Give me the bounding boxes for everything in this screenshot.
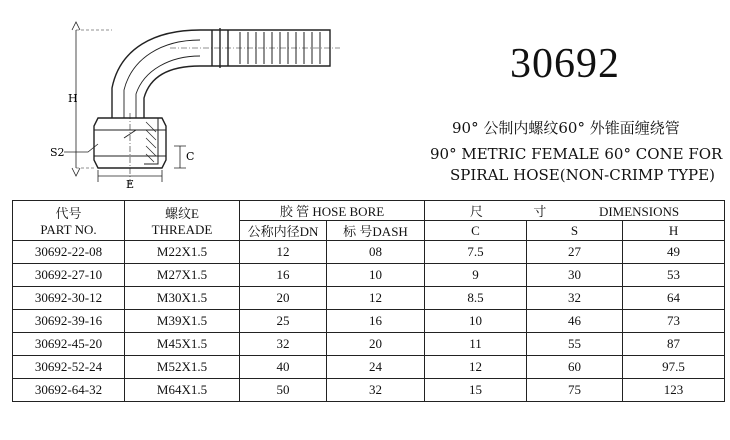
- cell-dn: 20: [240, 287, 327, 310]
- cell-h: 64: [623, 287, 725, 310]
- cell-part-no: 30692-64-32: [13, 379, 125, 402]
- cell-s: 27: [527, 241, 623, 264]
- cell-part-no: 30692-52-24: [13, 356, 125, 379]
- fitting-drawing: [40, 18, 370, 198]
- cell-dash: 08: [327, 241, 425, 264]
- cell-s: 30: [527, 264, 623, 287]
- dim-label-c: C: [186, 150, 195, 163]
- cell-h: 87: [623, 333, 725, 356]
- header-dimensions-cn2: 寸: [533, 204, 547, 219]
- cell-dash: 12: [327, 287, 425, 310]
- table-row: [13, 356, 725, 379]
- cell-thread: M45X1.5: [125, 333, 240, 356]
- cell-thread: M30X1.5: [125, 287, 240, 310]
- table-row: [13, 241, 725, 264]
- cell-c: 10: [425, 310, 527, 333]
- part-number-title: 30692: [510, 41, 620, 87]
- cell-part-no: 30692-22-08: [13, 241, 125, 264]
- cell-dash: 16: [327, 310, 425, 333]
- cell-h: 97.5: [623, 356, 725, 379]
- cell-c: 7.5: [425, 241, 527, 264]
- cell-h: 49: [623, 241, 725, 264]
- header-thread: [125, 201, 240, 241]
- cell-dash: 20: [327, 333, 425, 356]
- header-dimensions: [425, 201, 725, 221]
- dimensions-table-wrapper: [12, 200, 724, 402]
- cell-dash: 32: [327, 379, 425, 402]
- cell-s: 75: [527, 379, 623, 402]
- header-part-no-cn: 代号: [55, 206, 82, 221]
- header-dn: 公称内径DN: [240, 221, 327, 241]
- header-thread-cn: 螺纹E: [165, 206, 199, 221]
- description-english-line1: 90° METRIC FEMALE 60° CONE FOR: [430, 145, 723, 163]
- table-row: [13, 264, 725, 287]
- cell-dash: 24: [327, 356, 425, 379]
- dim-label-e: E: [126, 178, 135, 191]
- header-dimensions-cn1: 尺: [469, 204, 483, 219]
- cell-part-no: 30692-30-12: [13, 287, 125, 310]
- header-thread-en: THREADE: [151, 222, 213, 237]
- cell-s: 55: [527, 333, 623, 356]
- dim-label-s2: S2: [50, 146, 65, 159]
- header-part-no-en: PART NO.: [40, 222, 97, 237]
- cell-thread: M22X1.5: [125, 241, 240, 264]
- cell-thread: M39X1.5: [125, 310, 240, 333]
- cell-dn: 50: [240, 379, 327, 402]
- cell-part-no: 30692-45-20: [13, 333, 125, 356]
- description-english-line2: SPIRAL HOSE(NON-CRIMP TYPE): [450, 166, 715, 184]
- header-h: H: [623, 221, 725, 241]
- table-row: [13, 310, 725, 333]
- table-row: [13, 379, 725, 402]
- cell-dash: 10: [327, 264, 425, 287]
- cell-c: 15: [425, 379, 527, 402]
- cell-thread: M52X1.5: [125, 356, 240, 379]
- header-c: C: [425, 221, 527, 241]
- cell-thread: M64X1.5: [125, 379, 240, 402]
- cell-s: 32: [527, 287, 623, 310]
- header-hose-bore: 胶 管 HOSE BORE: [240, 201, 425, 221]
- header-dimensions-en: DIMENSIONS: [598, 204, 680, 219]
- table-row: [13, 333, 725, 356]
- cell-c: 9: [425, 264, 527, 287]
- cell-s: 46: [527, 310, 623, 333]
- cell-dn: 12: [240, 241, 327, 264]
- cell-dn: 40: [240, 356, 327, 379]
- table-row: [13, 287, 725, 310]
- dimensions-table: [12, 200, 725, 402]
- cell-thread: M27X1.5: [125, 264, 240, 287]
- cell-dn: 16: [240, 264, 327, 287]
- header-part-no: [13, 201, 125, 241]
- cell-c: 12: [425, 356, 527, 379]
- dim-label-h: H: [68, 92, 78, 105]
- header-dash: 标 号DASH: [327, 221, 425, 241]
- cell-part-no: 30692-27-10: [13, 264, 125, 287]
- cell-s: 60: [527, 356, 623, 379]
- cell-dn: 25: [240, 310, 327, 333]
- cell-dn: 32: [240, 333, 327, 356]
- header-s: S: [527, 221, 623, 241]
- cell-c: 11: [425, 333, 527, 356]
- cell-h: 53: [623, 264, 725, 287]
- cell-c: 8.5: [425, 287, 527, 310]
- cell-h: 123: [623, 379, 725, 402]
- description-chinese: 90° 公制内螺纹60° 外锥面缠绕管: [452, 119, 680, 137]
- cell-part-no: 30692-39-16: [13, 310, 125, 333]
- cell-h: 73: [623, 310, 725, 333]
